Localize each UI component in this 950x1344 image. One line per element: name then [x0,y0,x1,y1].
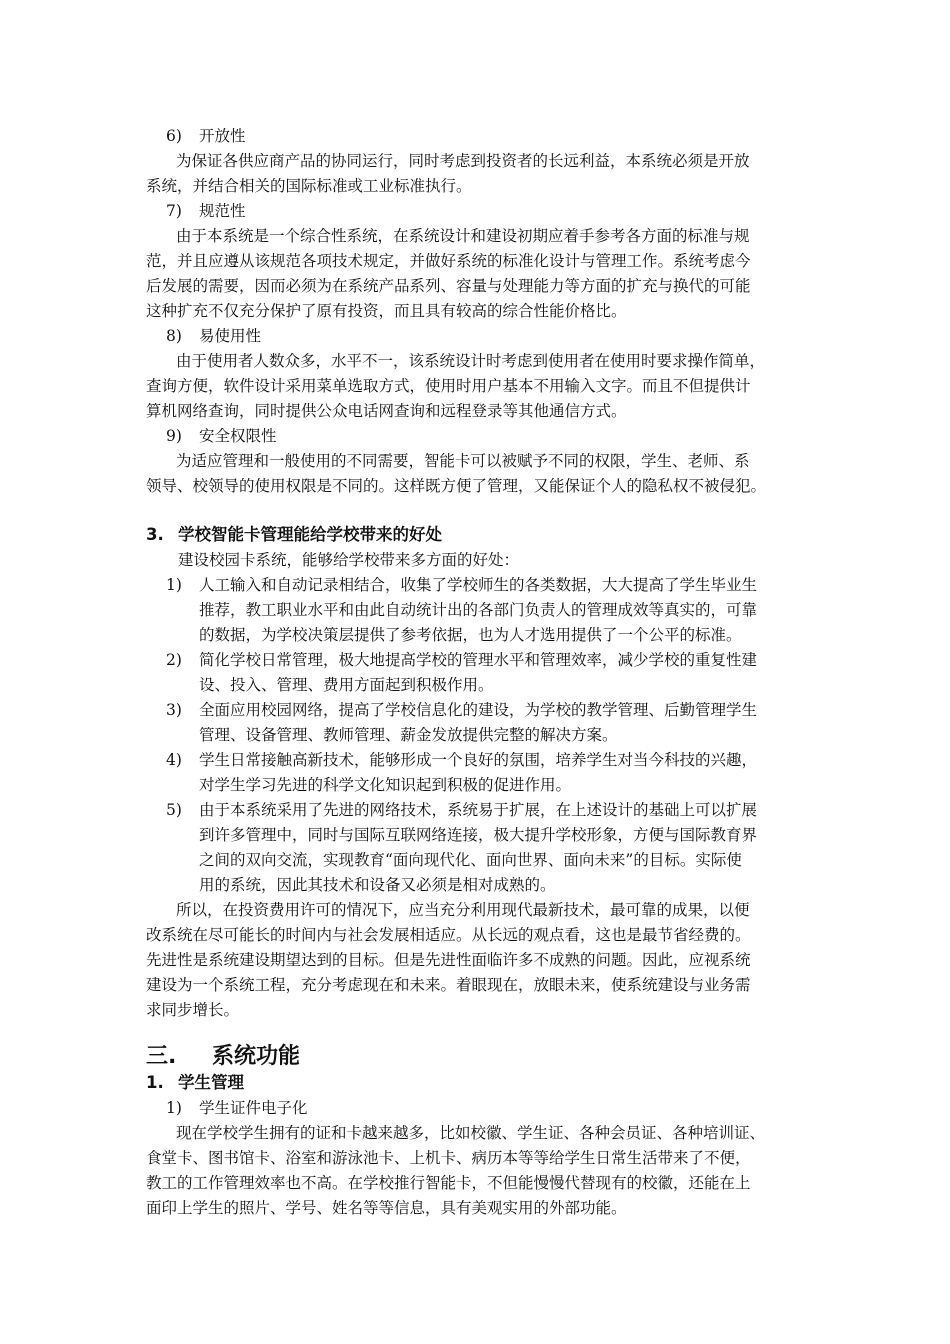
paragraph-line: 建设为一个系统工程，充分考虑现在和未来。着眼现在，放眼未来，使系统建设与业务需 [146,976,751,994]
chapter-heading: 系统功能 [212,1044,301,1069]
list-number: 3) [166,701,182,719]
paragraph-line: 食堂卡、图书馆卡、浴室和游泳池卡、上机卡、病历本等等给学生日常生活带来了不便， [146,1149,751,1167]
chapter-number: 三. [146,1044,177,1069]
item-number: 7) [166,202,182,220]
list-line: 管理、设备管理、教师管理、薪金发放提供完整的解决方案。 [199,726,618,744]
list-number: 1) [166,576,182,594]
list-line: 的数据，为学校决策层提供了参考依据，也为人才选用提供了一个公平的标准。 [199,626,742,644]
list-line: 由于本系统采用了先进的网络技术，系统易于扩展，在上述设计的基础上可以扩展 [199,801,758,819]
item-title: 学生证件电子化 [199,1099,308,1117]
list-number: 4) [166,751,182,769]
paragraph-line: 面印上学生的照片、学号、姓名等等信息，具有美观实用的外部功能。 [146,1199,627,1217]
paragraph-line: 先进性是系统建设期望达到的目标。但是先进性面临许多不成熟的问题。因此，应视系统 [146,951,751,969]
paragraph-line: 教工的工作管理效率也不高。在学校推行智能卡，不但能慢慢代替现有的校徽，还能在上 [146,1174,751,1192]
paragraph-line: 改系统在尽可能长的时间内与社会发展相适应。从长远的观点看，这也是最节省经费的。 [146,926,751,944]
paragraph-line: 算机网络查询，同时提供公众电话网查询和远程登录等其他通信方式。 [146,402,627,420]
paragraph-line: 求同步增长。 [146,1001,240,1019]
paragraph-line: 后发展的需要，因而必须为在系统产品系列、容量与处理能力等方面的扩充与换代的可能 [146,277,751,295]
list-line: 用的系统，因此其技术和设备又必须是相对成熟的。 [199,876,556,894]
item-number: 8) [166,327,182,345]
list-line: 之间的双向交流，实现教育“面向现代化、面向世界、面向未来”的目标。实际使 [199,851,742,869]
list-line: 到许多管理中，同时与国际互联网络连接，极大提升学校形象，方便与国际教育界 [199,826,758,844]
paragraph-line: 由于使用者人数众多，水平不一，该系统设计时考虑到使用者在使用时要求操作简单， [176,352,766,370]
item-number: 1) [166,1099,182,1117]
item-number: 9) [166,427,182,445]
paragraph-line: 系统，并结合相关的国际标准或工业标准执行。 [146,177,472,195]
paragraph-line: 领导、校领导的使用权限是不同的。这样既方便了管理，又能保证个人的隐私权不被侵犯。 [146,477,767,495]
item-title: 易使用性 [199,327,262,345]
list-line: 推荐，教工职业水平和由此自动统计出的各部门负责人的管理成效等真实的，可靠 [199,601,758,619]
list-number: 2) [166,651,182,669]
paragraph-line: 查询方便，软件设计采用菜单选取方式，使用时用户基本不用输入文字。而且不但提供计 [146,377,751,395]
list-line: 简化学校日常管理，极大地提高学校的管理水平和管理效率，减少学校的重复性建 [199,651,758,669]
subsection-heading: 学生管理 [178,1073,244,1092]
paragraph-line: 由于本系统是一个综合性系统，在系统设计和建设初期应着手参考各方面的标准与规 [176,227,750,245]
subsection-number: 1. [146,1073,164,1092]
list-line: 对学生学习先进的科学文化知识起到积极的促进作用。 [199,776,572,794]
paragraph-line: 这种扩充不仅充分保护了原有投资，而且具有较高的综合性能价格比。 [146,302,627,320]
paragraph-line: 为适应管理和一般使用的不同需要，智能卡可以被赋予不同的权限，学生、老师、系 [176,452,750,470]
item-title: 安全权限性 [199,427,277,445]
section-heading: 学校智能卡管理能给学校带来的好处 [178,525,442,544]
list-number: 5) [166,801,182,819]
section-number: 3. [146,525,164,544]
list-line: 学生日常接触高新技术，能够形成一个良好的氛围，培养学生对当今科技的兴趣， [199,751,758,769]
item-title: 规范性 [199,202,246,220]
item-number: 6) [166,127,182,145]
list-line: 全面应用校园网络，提高了学校信息化的建设，为学校的教学管理、后勤管理学生 [199,701,758,719]
paragraph-line: 范，并且应遵从该规范各项技术规定，并做好系统的标准化设计与管理工作。系统考虑今 [146,252,751,270]
paragraph-line: 所以，在投资费用许可的情况下，应当充分利用现代最新技术，最可靠的成果，以便 [176,901,750,919]
list-line: 设、投入、管理、费用方面起到积极作用。 [199,676,494,694]
section-intro: 建设校园卡系统，能够给学校带来多方面的好处： [178,551,520,569]
item-title: 开放性 [199,127,246,145]
paragraph-line: 现在学校学生拥有的证和卡越来越多，比如校徽、学生证、各种会员证、各种培训证、 [176,1124,766,1142]
list-line: 人工输入和自动记录相结合，收集了学校师生的各类数据，大大提高了学生毕业生 [199,576,758,594]
paragraph-line: 为保证各供应商产品的协同运行，同时考虑到投资者的长远利益，本系统必须是开放 [176,152,750,170]
